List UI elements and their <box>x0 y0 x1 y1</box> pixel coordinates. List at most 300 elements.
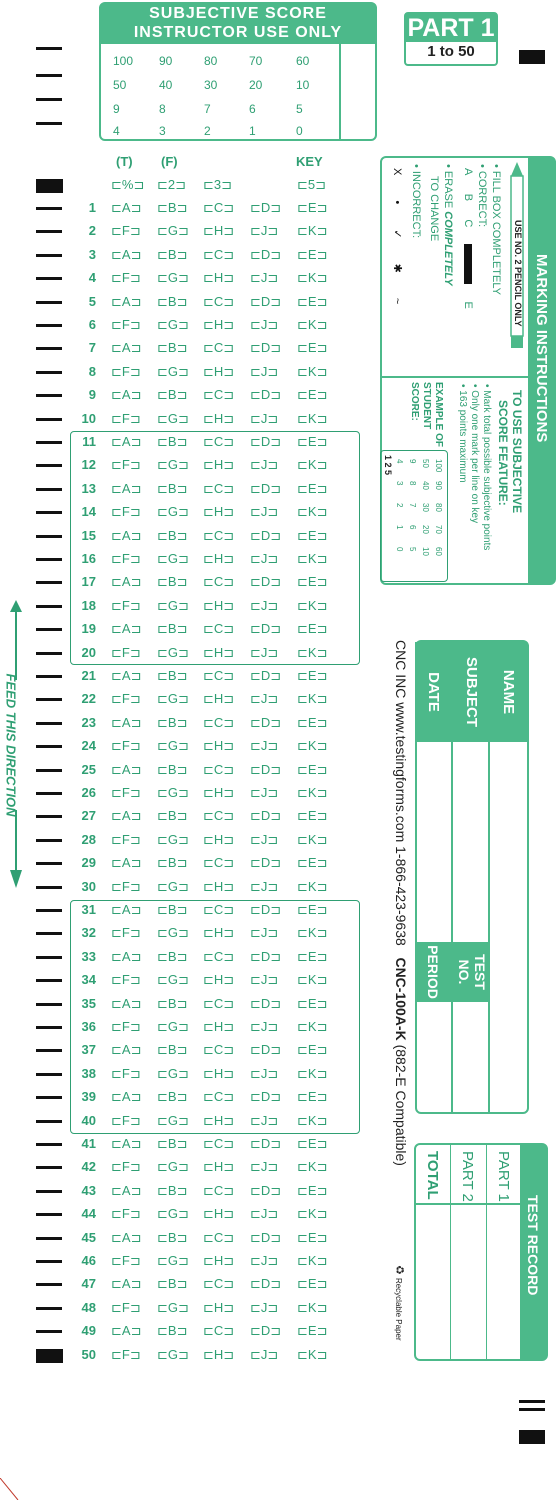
answer-bubble[interactable]: ⊏A⊐ <box>111 761 142 777</box>
subjective-bubble[interactable]: 40 <box>159 78 173 92</box>
timing-mark <box>36 886 62 889</box>
answer-bubble[interactable]: ⊏D⊐ <box>250 480 282 496</box>
answer-bubble[interactable]: ⊏E⊐ <box>297 714 328 730</box>
answer-bubble[interactable]: ⊏H⊐ <box>203 551 235 566</box>
answer-bubble[interactable]: ⊏K⊐ <box>297 831 328 847</box>
answer-bubble[interactable]: ⊏J⊐ <box>250 831 279 847</box>
answer-bubble[interactable]: ⊏B⊐ <box>157 1089 188 1105</box>
answer-bubble[interactable]: ⊏A⊐ <box>111 948 142 964</box>
answer-bubble[interactable]: ⊏H⊐ <box>203 597 235 613</box>
answer-bubble[interactable]: ⊏A⊐ <box>111 1276 142 1292</box>
answer-bubble[interactable]: ⊏J⊐ <box>250 1299 279 1315</box>
answer-bubble[interactable]: ⊏H⊐ <box>203 1159 235 1175</box>
subjective-bubble[interactable]: 50 <box>113 78 127 92</box>
answer-bubble[interactable]: ⊏B⊐ <box>157 340 188 356</box>
subjective-bubble[interactable]: 90 <box>159 54 173 68</box>
answer-bubble[interactable]: ⊏F⊐ <box>111 1299 141 1315</box>
subjective-bubble[interactable]: 20 <box>249 78 263 92</box>
subjective-bubble[interactable]: 80 <box>204 54 218 68</box>
answer-bubble[interactable]: ⊏G⊐ <box>157 831 189 847</box>
answer-bubble[interactable]: ⊏H⊐ <box>203 1346 235 1362</box>
answer-bubble[interactable]: ⊏D⊐ <box>250 293 282 309</box>
answer-bubble[interactable]: ⊏F⊐ <box>111 317 141 332</box>
question-number: 3 <box>88 246 96 262</box>
answer-bubble[interactable]: ⊏G⊐ <box>157 317 189 332</box>
answer-bubble[interactable]: ⊏G⊐ <box>157 785 189 800</box>
answer-bubble[interactable]: ⊏H⊐ <box>203 644 235 660</box>
subjective-bubble[interactable]: 30 <box>204 78 218 92</box>
answer-bubble[interactable]: ⊏K⊐ <box>297 1159 328 1175</box>
answer-bubble[interactable]: ⊏G⊐ <box>157 925 189 941</box>
answer-bubble[interactable]: ⊏D⊐ <box>250 387 282 403</box>
answer-bubble[interactable]: ⊏F⊐ <box>111 551 141 566</box>
answer-bubble[interactable]: ⊏D⊐ <box>250 855 282 871</box>
answer-bubble[interactable]: ⊏F⊐ <box>111 597 141 613</box>
answer-bubble[interactable]: ⊏F⊐ <box>111 1065 141 1081</box>
answer-bubble[interactable]: ⊏G⊐ <box>157 1019 189 1034</box>
answer-bubble[interactable]: ⊏F⊐ <box>111 644 141 660</box>
answer-bubble[interactable]: ⊏A⊐ <box>111 1323 142 1339</box>
answer-bubble[interactable]: ⊏G⊐ <box>157 1299 189 1315</box>
answer-bubble[interactable]: ⊏J⊐ <box>250 1206 279 1222</box>
question-number: 44 <box>81 1206 96 1222</box>
answer-bubble[interactable]: ⊏J⊐ <box>250 1112 279 1128</box>
answer-bubble[interactable]: ⊏D⊐ <box>250 200 282 215</box>
answer-bubble[interactable]: ⊏A⊐ <box>111 995 142 1011</box>
answer-bubble[interactable]: ⊏E⊐ <box>297 1229 328 1245</box>
answer-bubble[interactable]: ⊏F⊐ <box>111 1253 141 1268</box>
answer-bubble[interactable]: ⊏K⊐ <box>297 457 328 473</box>
answer-bubble[interactable]: ⊏D⊐ <box>250 948 282 964</box>
answer-bubble[interactable]: ⊏G⊐ <box>157 1346 189 1362</box>
answer-bubble[interactable]: ⊏K⊐ <box>297 1065 328 1081</box>
answer-bubble[interactable]: ⊏A⊐ <box>111 1182 142 1198</box>
fill-instruction: • FILL BOX COMPLETELY <box>490 164 502 296</box>
answer-bubble[interactable]: ⊏F⊐ <box>111 410 141 426</box>
answer-bubble[interactable]: ⊏G⊐ <box>157 1065 189 1081</box>
answer-bubble[interactable]: ⊏D⊐ <box>250 621 282 637</box>
answer-bubble[interactable]: ⊏F⊐ <box>111 504 141 520</box>
answer-bubble[interactable]: ⊏A⊐ <box>111 621 142 637</box>
answer-bubble[interactable]: ⊏J⊐ <box>250 270 279 286</box>
answer-bubble[interactable]: ⊏A⊐ <box>111 1136 142 1151</box>
answer-bubble[interactable]: ⊏G⊐ <box>157 972 189 988</box>
answer-bubble[interactable]: ⊏K⊐ <box>297 972 328 988</box>
answer-bubble[interactable]: ⊏H⊐ <box>203 1253 235 1268</box>
subjective-bubble[interactable]: 8 <box>159 102 166 116</box>
answer-bubble[interactable]: ⊏E⊐ <box>297 902 328 917</box>
answer-bubble[interactable]: ⊏K⊐ <box>297 878 328 894</box>
answer-bubble[interactable]: ⊏B⊐ <box>157 200 188 215</box>
answer-bubble[interactable]: ⊏J⊐ <box>250 972 279 988</box>
answer-bubble[interactable]: ⊏B⊐ <box>157 1182 188 1198</box>
answer-bubble[interactable]: ⊏D⊐ <box>250 434 282 449</box>
answer-bubble[interactable]: ⊏C⊐ <box>203 714 235 730</box>
answer-bubble[interactable]: ⊏E⊐ <box>297 200 328 215</box>
answer-bubble[interactable]: ⊏B⊐ <box>157 1136 188 1151</box>
answer-bubble[interactable]: ⊏C⊐ <box>203 527 235 543</box>
answer-bubble[interactable]: ⊏B⊐ <box>157 293 188 309</box>
answer-bubble[interactable]: ⊏H⊐ <box>203 831 235 847</box>
answer-bubble[interactable]: ⊏G⊐ <box>157 644 189 660</box>
answer-bubble[interactable]: ⊏F⊐ <box>111 363 141 379</box>
subjective-bubble[interactable]: 60 <box>296 54 310 68</box>
example-score-bubble: 1 <box>395 525 404 530</box>
answer-bubble[interactable]: ⊏D⊐ <box>250 574 282 590</box>
answer-bubble[interactable]: ⊏G⊐ <box>157 223 189 239</box>
answer-bubble[interactable]: ⊏D⊐ <box>250 527 282 543</box>
answer-bubble[interactable]: ⊏F⊐ <box>111 1159 141 1175</box>
answer-bubble[interactable]: ⊏F⊐ <box>111 1019 141 1034</box>
answer-bubble[interactable]: ⊏C⊐ <box>203 808 235 824</box>
answer-bubble[interactable]: ⊏H⊐ <box>203 785 235 800</box>
answer-bubble[interactable]: ⊏B⊐ <box>157 1276 188 1292</box>
answer-bubble[interactable]: ⊏K⊐ <box>297 785 328 800</box>
answer-bubble[interactable]: ⊏A⊐ <box>111 434 142 449</box>
answer-bubble[interactable]: ⊏J⊐ <box>250 1065 279 1081</box>
answer-bubble[interactable]: ⊏J⊐ <box>250 1159 279 1175</box>
answer-bubble[interactable]: ⊏H⊐ <box>203 223 235 239</box>
answer-bubble[interactable]: ⊏G⊐ <box>157 878 189 894</box>
answer-bubble[interactable]: ⊏K⊐ <box>297 1112 328 1128</box>
subjective-bubble[interactable]: 4 <box>113 124 120 138</box>
answer-bubble[interactable]: ⊏F⊐ <box>111 457 141 473</box>
answer-bubble[interactable]: ⊏A⊐ <box>111 387 142 403</box>
answer-bubble[interactable]: ⊏G⊐ <box>157 691 189 707</box>
answer-bubble[interactable]: ⊏B⊐ <box>157 948 188 964</box>
answer-bubble[interactable]: ⊏C⊐ <box>203 668 235 683</box>
answer-bubble[interactable]: ⊏H⊐ <box>203 1112 235 1128</box>
timing-mark <box>36 1307 62 1310</box>
answer-bubble[interactable]: ⊏E⊐ <box>297 761 328 777</box>
answer-bubble[interactable]: ⊏J⊐ <box>250 925 279 941</box>
answer-bubble[interactable]: ⊏J⊐ <box>250 738 279 754</box>
question-number: 27 <box>81 808 96 824</box>
answer-bubble[interactable]: ⊏K⊐ <box>297 270 328 286</box>
subjective-bubble[interactable]: 1 <box>249 124 256 138</box>
answer-bubble[interactable]: ⊏C⊐ <box>203 293 235 309</box>
answer-bubble[interactable]: ⊏A⊐ <box>111 902 142 917</box>
answer-bubble[interactable]: ⊏D⊐ <box>250 995 282 1011</box>
example-score-bubble: 7 <box>408 503 417 508</box>
answer-bubble[interactable]: ⊏K⊐ <box>297 738 328 754</box>
answer-bubble[interactable]: ⊏H⊐ <box>203 363 235 379</box>
answer-bubble[interactable]: ⊏F⊐ <box>111 738 141 754</box>
answer-bubble[interactable]: ⊏B⊐ <box>157 527 188 543</box>
answer-bubble[interactable]: ⊏J⊐ <box>250 504 279 520</box>
answer-bubble[interactable]: ⊏C⊐ <box>203 855 235 871</box>
answer-bubble[interactable]: ⊏B⊐ <box>157 434 188 449</box>
subjective-bubble[interactable]: 10 <box>296 78 310 92</box>
answer-bubble[interactable]: ⊏H⊐ <box>203 691 235 707</box>
answer-bubble[interactable]: ⊏A⊐ <box>111 714 142 730</box>
test-record-panel <box>414 1143 548 1361</box>
answer-bubble[interactable]: ⊏B⊐ <box>157 668 188 683</box>
answer-bubble[interactable]: ⊏B⊐ <box>157 246 188 262</box>
answer-bubble[interactable]: ⊏F⊐ <box>111 785 141 800</box>
answer-bubble[interactable]: ⊏F⊐ <box>111 831 141 847</box>
answer-bubble[interactable]: ⊏D⊐ <box>250 1276 282 1292</box>
answer-bubble[interactable]: ⊏A⊐ <box>111 340 142 356</box>
answer-bubble[interactable]: ⊏E⊐ <box>297 668 328 683</box>
answer-bubble[interactable]: ⊏K⊐ <box>297 363 328 379</box>
subjective-bubble[interactable]: 2 <box>204 124 211 138</box>
answer-bubble[interactable]: ⊏G⊐ <box>157 551 189 566</box>
answer-bubble[interactable]: ⊏C⊐ <box>203 621 235 637</box>
timing-mark <box>36 1120 62 1123</box>
answer-bubble[interactable]: ⊏C⊐ <box>203 434 235 449</box>
answer-bubble[interactable]: ⊏G⊐ <box>157 363 189 379</box>
marking-instructions-panel <box>380 156 556 585</box>
answer-bubble[interactable]: ⊏E⊐ <box>297 527 328 543</box>
subjective-bubble[interactable]: 7 <box>204 102 211 116</box>
timing-mark <box>36 47 62 50</box>
answer-bubble[interactable]: ⊏F⊐ <box>111 1112 141 1128</box>
answer-bubble[interactable]: ⊏K⊐ <box>297 597 328 613</box>
key-bubble-2[interactable]: ⊏2⊐ <box>157 177 187 192</box>
answer-bubble[interactable]: ⊏G⊐ <box>157 410 189 426</box>
answer-bubble[interactable]: ⊏H⊐ <box>203 1019 235 1034</box>
answer-bubble[interactable]: ⊏B⊐ <box>157 902 188 917</box>
answer-bubble[interactable]: ⊏J⊐ <box>250 551 279 566</box>
answer-bubble[interactable]: ⊏J⊐ <box>250 691 279 707</box>
answer-bubble[interactable]: ⊏D⊐ <box>250 1323 282 1339</box>
key-bubble-5[interactable]: ⊏5⊐ <box>297 177 327 192</box>
answer-bubble[interactable]: ⊏B⊐ <box>157 1323 188 1339</box>
answer-bubble[interactable]: ⊏C⊐ <box>203 200 235 215</box>
answer-bubble[interactable]: ⊏B⊐ <box>157 1042 188 1058</box>
answer-bubble[interactable]: ⊏D⊐ <box>250 902 282 917</box>
answer-bubble[interactable]: ⊏F⊐ <box>111 925 141 941</box>
answer-bubble[interactable]: ⊏H⊐ <box>203 1206 235 1222</box>
answer-bubble[interactable]: ⊏H⊐ <box>203 1299 235 1315</box>
answer-bubble[interactable]: ⊏C⊐ <box>203 948 235 964</box>
answer-bubble[interactable]: ⊏E⊐ <box>297 808 328 824</box>
answer-bubble[interactable]: ⊏A⊐ <box>111 668 142 683</box>
pencil-label: USE NO. 2 PENCIL ONLY <box>513 220 523 327</box>
answer-bubble[interactable]: ⊏K⊐ <box>297 223 328 239</box>
subjective-bubble[interactable]: 3 <box>159 124 166 138</box>
answer-bubble[interactable]: ⊏K⊐ <box>297 551 328 566</box>
answer-bubble[interactable]: ⊏G⊐ <box>157 270 189 286</box>
answer-bubble[interactable]: ⊏C⊐ <box>203 902 235 917</box>
answer-bubble[interactable]: ⊏D⊐ <box>250 714 282 730</box>
answer-bubble[interactable]: ⊏J⊐ <box>250 878 279 894</box>
answer-bubble[interactable]: ⊏J⊐ <box>250 457 279 473</box>
answer-bubble[interactable]: ⊏J⊐ <box>250 597 279 613</box>
answer-bubble[interactable]: ⊏C⊐ <box>203 340 235 356</box>
key-bubble-3[interactable]: ⊏3⊐ <box>203 177 233 192</box>
answer-bubble[interactable]: ⊏F⊐ <box>111 972 141 988</box>
answer-bubble[interactable]: ⊏K⊐ <box>297 691 328 707</box>
answer-bubble[interactable]: ⊏J⊐ <box>250 317 279 332</box>
answer-bubble[interactable]: ⊏E⊐ <box>297 574 328 590</box>
answer-bubble[interactable]: ⊏D⊐ <box>250 340 282 356</box>
question-number: 39 <box>81 1089 96 1105</box>
subjective-instruction-title-1: TO USE SUBJECTIVE <box>510 390 524 514</box>
answer-bubble[interactable]: ⊏C⊐ <box>203 480 235 496</box>
answer-bubble[interactable]: ⊏K⊐ <box>297 410 328 426</box>
answer-bubble[interactable]: ⊏A⊐ <box>111 808 142 824</box>
answer-bubble[interactable]: ⊏J⊐ <box>250 410 279 426</box>
answer-bubble[interactable]: ⊏G⊐ <box>157 1206 189 1222</box>
answer-bubble[interactable]: ⊏G⊐ <box>157 1112 189 1128</box>
example-score-bubble: 3 <box>395 481 404 486</box>
subjective-bubble[interactable]: 9 <box>113 102 120 116</box>
answer-bubble[interactable]: ⊏H⊐ <box>203 457 235 473</box>
question-number: 30 <box>81 878 96 894</box>
answer-bubble[interactable]: ⊏F⊐ <box>111 1206 141 1222</box>
answer-bubble[interactable]: ⊏E⊐ <box>297 1182 328 1198</box>
key-bubble-percent[interactable]: ⊏%⊐ <box>111 177 145 192</box>
subjective-bullet-3: • 163 points maximum <box>457 384 468 483</box>
answer-bubble[interactable]: ⊏B⊐ <box>157 480 188 496</box>
test-record-part1: PART 1 <box>486 1145 520 1359</box>
answer-bubble[interactable]: ⊏C⊐ <box>203 1276 235 1292</box>
answer-bubble[interactable]: ⊏A⊐ <box>111 1229 142 1245</box>
answer-bubble[interactable]: ⊏D⊐ <box>250 761 282 777</box>
answer-bubble[interactable]: ⊏E⊐ <box>297 434 328 449</box>
answer-bubble[interactable]: ⊏K⊐ <box>297 1019 328 1034</box>
answer-bubble[interactable]: ⊏F⊐ <box>111 223 141 239</box>
answer-bubble[interactable]: ⊏G⊐ <box>157 738 189 754</box>
answer-bubble[interactable]: ⊏B⊐ <box>157 621 188 637</box>
answer-bubble[interactable]: ⊏K⊐ <box>297 317 328 332</box>
subjective-bubble[interactable]: 6 <box>249 102 256 116</box>
answer-bubble[interactable]: ⊏H⊐ <box>203 410 235 426</box>
answer-bubble[interactable]: ⊏A⊐ <box>111 1089 142 1105</box>
answer-bubble[interactable]: ⊏J⊐ <box>250 644 279 660</box>
answer-bubble[interactable]: ⊏J⊐ <box>250 363 279 379</box>
answer-bubble[interactable]: ⊏H⊐ <box>203 504 235 520</box>
answer-bubble[interactable]: ⊏C⊐ <box>203 1323 235 1339</box>
answer-bubble[interactable]: ⊏G⊐ <box>157 1159 189 1175</box>
answer-bubble[interactable]: ⊏C⊐ <box>203 387 235 403</box>
answer-bubble[interactable]: ⊏J⊐ <box>250 1253 279 1268</box>
answer-bubble[interactable]: ⊏C⊐ <box>203 1042 235 1058</box>
answer-bubble[interactable]: ⊏B⊐ <box>157 574 188 590</box>
answer-bubble[interactable]: ⊏E⊐ <box>297 948 328 964</box>
answer-bubble[interactable]: ⊏A⊐ <box>111 480 142 496</box>
answer-bubble[interactable]: ⊏E⊐ <box>297 1042 328 1058</box>
answer-bubble[interactable]: ⊏H⊐ <box>203 878 235 894</box>
answer-bubble[interactable]: ⊏E⊐ <box>297 340 328 356</box>
answer-bubble[interactable]: ⊏H⊐ <box>203 270 235 286</box>
answer-bubble[interactable]: ⊏C⊐ <box>203 1089 235 1105</box>
answer-bubble[interactable]: ⊏J⊐ <box>250 223 279 239</box>
answer-bubble[interactable]: ⊏H⊐ <box>203 972 235 988</box>
answer-bubble[interactable]: ⊏A⊐ <box>111 1042 142 1058</box>
timing-mark <box>36 558 62 561</box>
answer-bubble[interactable]: ⊏F⊐ <box>111 878 141 894</box>
period-label: PERIOD <box>415 942 451 1002</box>
answer-bubble[interactable]: ⊏G⊐ <box>157 1253 189 1268</box>
answer-bubble[interactable]: ⊏K⊐ <box>297 1299 328 1315</box>
answer-bubble[interactable]: ⊏A⊐ <box>111 574 142 590</box>
answer-bubble[interactable]: ⊏K⊐ <box>297 644 328 660</box>
answer-bubble[interactable]: ⊏A⊐ <box>111 855 142 871</box>
subjective-bubble[interactable]: 0 <box>296 124 303 138</box>
date-row <box>415 642 451 1112</box>
answer-bubble[interactable]: ⊏E⊐ <box>297 246 328 262</box>
answer-bubble[interactable]: ⊏C⊐ <box>203 574 235 590</box>
answer-bubble[interactable]: ⊏H⊐ <box>203 925 235 941</box>
question-number: 22 <box>81 691 96 707</box>
answer-bubble[interactable]: ⊏B⊐ <box>157 855 188 871</box>
answer-bubble[interactable]: ⊏B⊐ <box>157 387 188 403</box>
answer-bubble[interactable]: ⊏F⊐ <box>111 270 141 286</box>
answer-bubble[interactable]: ⊏D⊐ <box>250 1182 282 1198</box>
answer-bubble[interactable]: ⊏B⊐ <box>157 1229 188 1245</box>
answer-bubble[interactable]: ⊏B⊐ <box>157 714 188 730</box>
answer-bubble[interactable]: ⊏J⊐ <box>250 1019 279 1034</box>
answer-bubble[interactable]: ⊏K⊐ <box>297 1206 328 1222</box>
answer-bubble[interactable]: ⊏C⊐ <box>203 1229 235 1245</box>
answer-bubble[interactable]: ⊏E⊐ <box>297 1136 328 1151</box>
answer-bubble[interactable]: ⊏E⊐ <box>297 293 328 309</box>
answer-bubble[interactable]: ⊏G⊐ <box>157 504 189 520</box>
answer-bubble[interactable]: ⊏B⊐ <box>157 761 188 777</box>
answer-bubble[interactable]: ⊏K⊐ <box>297 925 328 941</box>
answer-bubble[interactable]: ⊏E⊐ <box>297 1323 328 1339</box>
answer-bubble[interactable]: ⊏K⊐ <box>297 1253 328 1268</box>
subject-label: SUBJECT <box>453 642 490 742</box>
answer-bubble[interactable]: ⊏C⊐ <box>203 1182 235 1198</box>
answer-bubble[interactable]: ⊏C⊐ <box>203 1136 235 1151</box>
answer-bubble[interactable]: ⊏J⊐ <box>250 1346 279 1362</box>
answer-bubble[interactable]: ⊏C⊐ <box>203 761 235 777</box>
answer-bubble[interactable]: ⊏E⊐ <box>297 387 328 403</box>
answer-bubble[interactable]: ⊏A⊐ <box>111 246 142 262</box>
subjective-bubble[interactable]: 100 <box>113 54 134 68</box>
answer-bubble[interactable]: ⊏J⊐ <box>250 785 279 800</box>
timing-mark <box>36 347 62 350</box>
subjective-bubble[interactable]: 70 <box>249 54 263 68</box>
answer-bubble[interactable]: ⊏C⊐ <box>203 246 235 262</box>
answer-bubble[interactable]: ⊏G⊐ <box>157 457 189 473</box>
question-number: 45 <box>81 1229 96 1245</box>
answer-bubble[interactable]: ⊏H⊐ <box>203 317 235 332</box>
answer-bubble[interactable]: ⊏H⊐ <box>203 738 235 754</box>
answer-bubble[interactable]: ⊏E⊐ <box>297 1276 328 1292</box>
answer-bubble[interactable]: ⊏B⊐ <box>157 808 188 824</box>
answer-bubble[interactable]: ⊏D⊐ <box>250 808 282 824</box>
answer-bubble[interactable]: ⊏H⊐ <box>203 1065 235 1081</box>
subjective-bubble[interactable]: 5 <box>296 102 303 116</box>
answer-bubble[interactable]: ⊏K⊐ <box>297 1346 328 1362</box>
answer-bubble[interactable]: ⊏E⊐ <box>297 995 328 1011</box>
answer-bubble[interactable]: ⊏A⊐ <box>111 293 142 309</box>
answer-bubble[interactable]: ⊏E⊐ <box>297 855 328 871</box>
answer-bubble[interactable]: ⊏F⊐ <box>111 1346 141 1362</box>
answer-bubble[interactable]: ⊏D⊐ <box>250 1229 282 1245</box>
answer-bubble[interactable]: ⊏D⊐ <box>250 246 282 262</box>
answer-bubble[interactable]: ⊏K⊐ <box>297 504 328 520</box>
answer-bubble[interactable]: ⊏E⊐ <box>297 480 328 496</box>
answer-bubble[interactable]: ⊏G⊐ <box>157 597 189 613</box>
answer-bubble[interactable]: ⊏E⊐ <box>297 621 328 637</box>
answer-bubble[interactable]: ⊏D⊐ <box>250 1136 282 1151</box>
answer-bubble[interactable]: ⊏D⊐ <box>250 1089 282 1105</box>
answer-bubble[interactable]: ⊏B⊐ <box>157 995 188 1011</box>
answer-bubble[interactable]: ⊏C⊐ <box>203 995 235 1011</box>
answer-bubble[interactable]: ⊏E⊐ <box>297 1089 328 1105</box>
answer-bubble[interactable]: ⊏D⊐ <box>250 668 282 683</box>
answer-bubble[interactable]: ⊏A⊐ <box>111 527 142 543</box>
answer-bubble[interactable]: ⊏A⊐ <box>111 200 142 215</box>
answer-bubble[interactable]: ⊏D⊐ <box>250 1042 282 1058</box>
answer-bubble[interactable]: ⊏F⊐ <box>111 691 141 707</box>
